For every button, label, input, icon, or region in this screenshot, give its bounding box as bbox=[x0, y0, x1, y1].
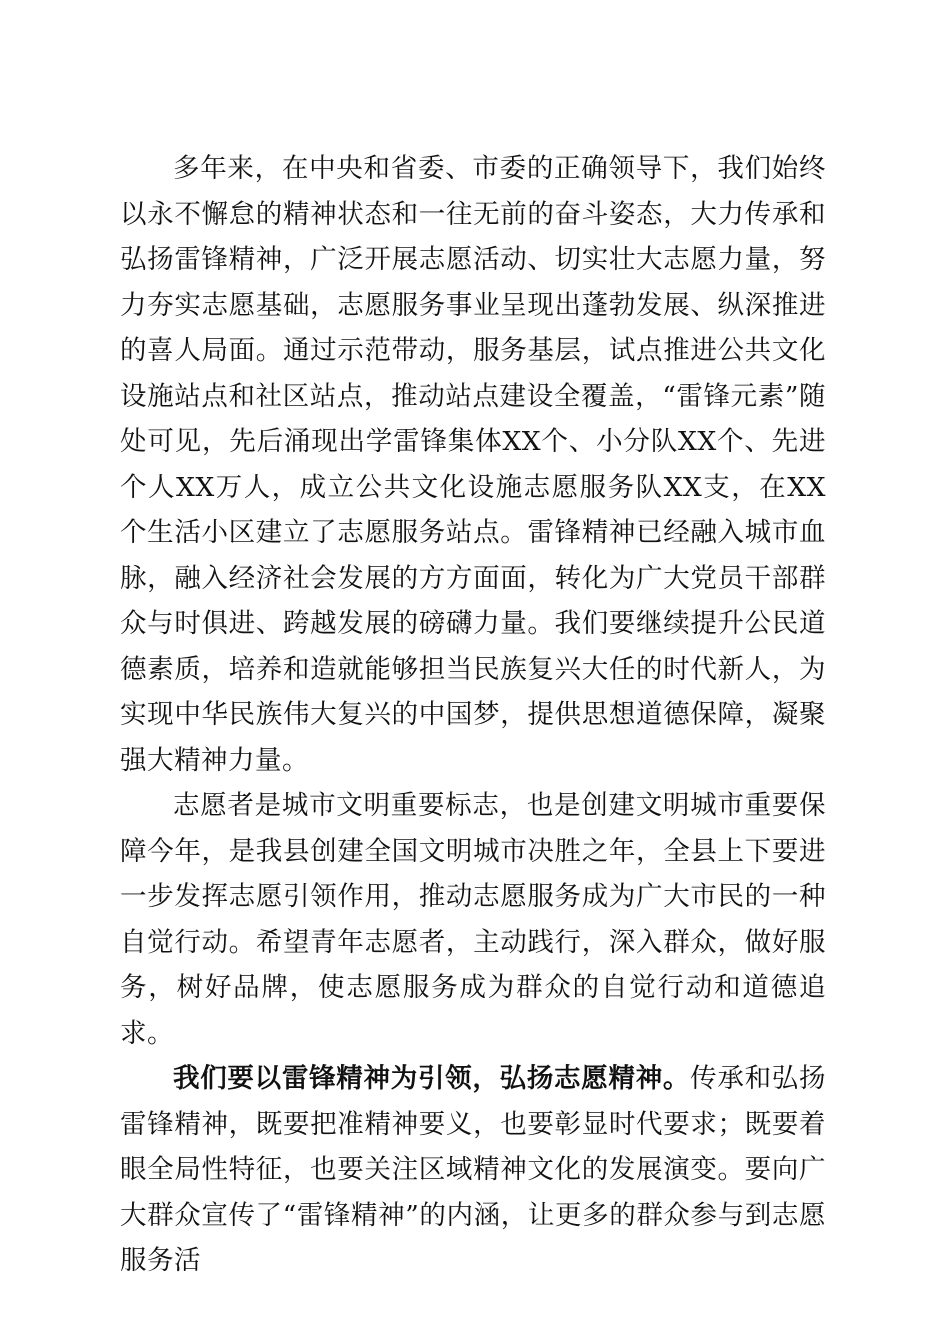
paragraph-text: 传承和弘扬雷锋精神，既要把准精神要义，也要彰显时代要求；既要着眼全局性特征，也要关注区域精神文化的发展演变。要向广大群众宣传了“雷锋精神”的内涵，让更多的群众参与到志愿服务活 bbox=[120, 1063, 827, 1276]
paragraph-text: 多年来，在中央和省委、市委的正确领导下，我们始终以永不懈怠的精神状态和一往无前的奋斗姿态，大力传承和弘扬雷锋精神，广泛开展志愿活动、切实壮大志愿力量，努力夯实志愿基础，志愿服务事业呈现出蓬勃发展、纵深推进的喜人局面。通过示范带动，服务基层，试点推进公共文化设施站点和社区站点，推动站点建设全覆盖，“雷锋元素”随处可见，先后涌现出学雷锋集体XX个、小分队XX个、先进个人XX万人，成立公共文化设施志愿服务队XX支，在XX个生活小区建立了志愿服务站点。雷锋精神已经融入城市血脉，融入经济社会发展的方方面面，转化为广大党员干部群众与时俱进、跨越发展的磅礴力量。我们要继续提升公民道德素质，培养和造就能够担当民族复兴大任的时代新人，为实现中华民族伟大复兴的中国梦，提供思想道德保障，凝聚强大精神力量。 bbox=[120, 153, 826, 776]
paragraph-text: 志愿者是城市文明重要标志，也是创建文明城市重要保障今年，是我县创建全国文明城市决胜之年，全县上下要进一步发挥志愿引领作用，推动志愿服务成为广大市民的一种自觉行动。希望青年志愿者，主动践行，深入群众，做好服务，树好品牌，使志愿服务成为群众的自觉行动和道德追求。 bbox=[120, 790, 826, 1049]
paragraph-lead: 我们要以雷锋精神为引领，弘扬志愿精神。 bbox=[173, 1063, 691, 1094]
paragraph-1 bbox=[120, 146, 826, 783]
paragraph-3 bbox=[120, 1056, 826, 1284]
paragraph-2 bbox=[120, 783, 826, 1056]
document-body bbox=[120, 146, 826, 1284]
